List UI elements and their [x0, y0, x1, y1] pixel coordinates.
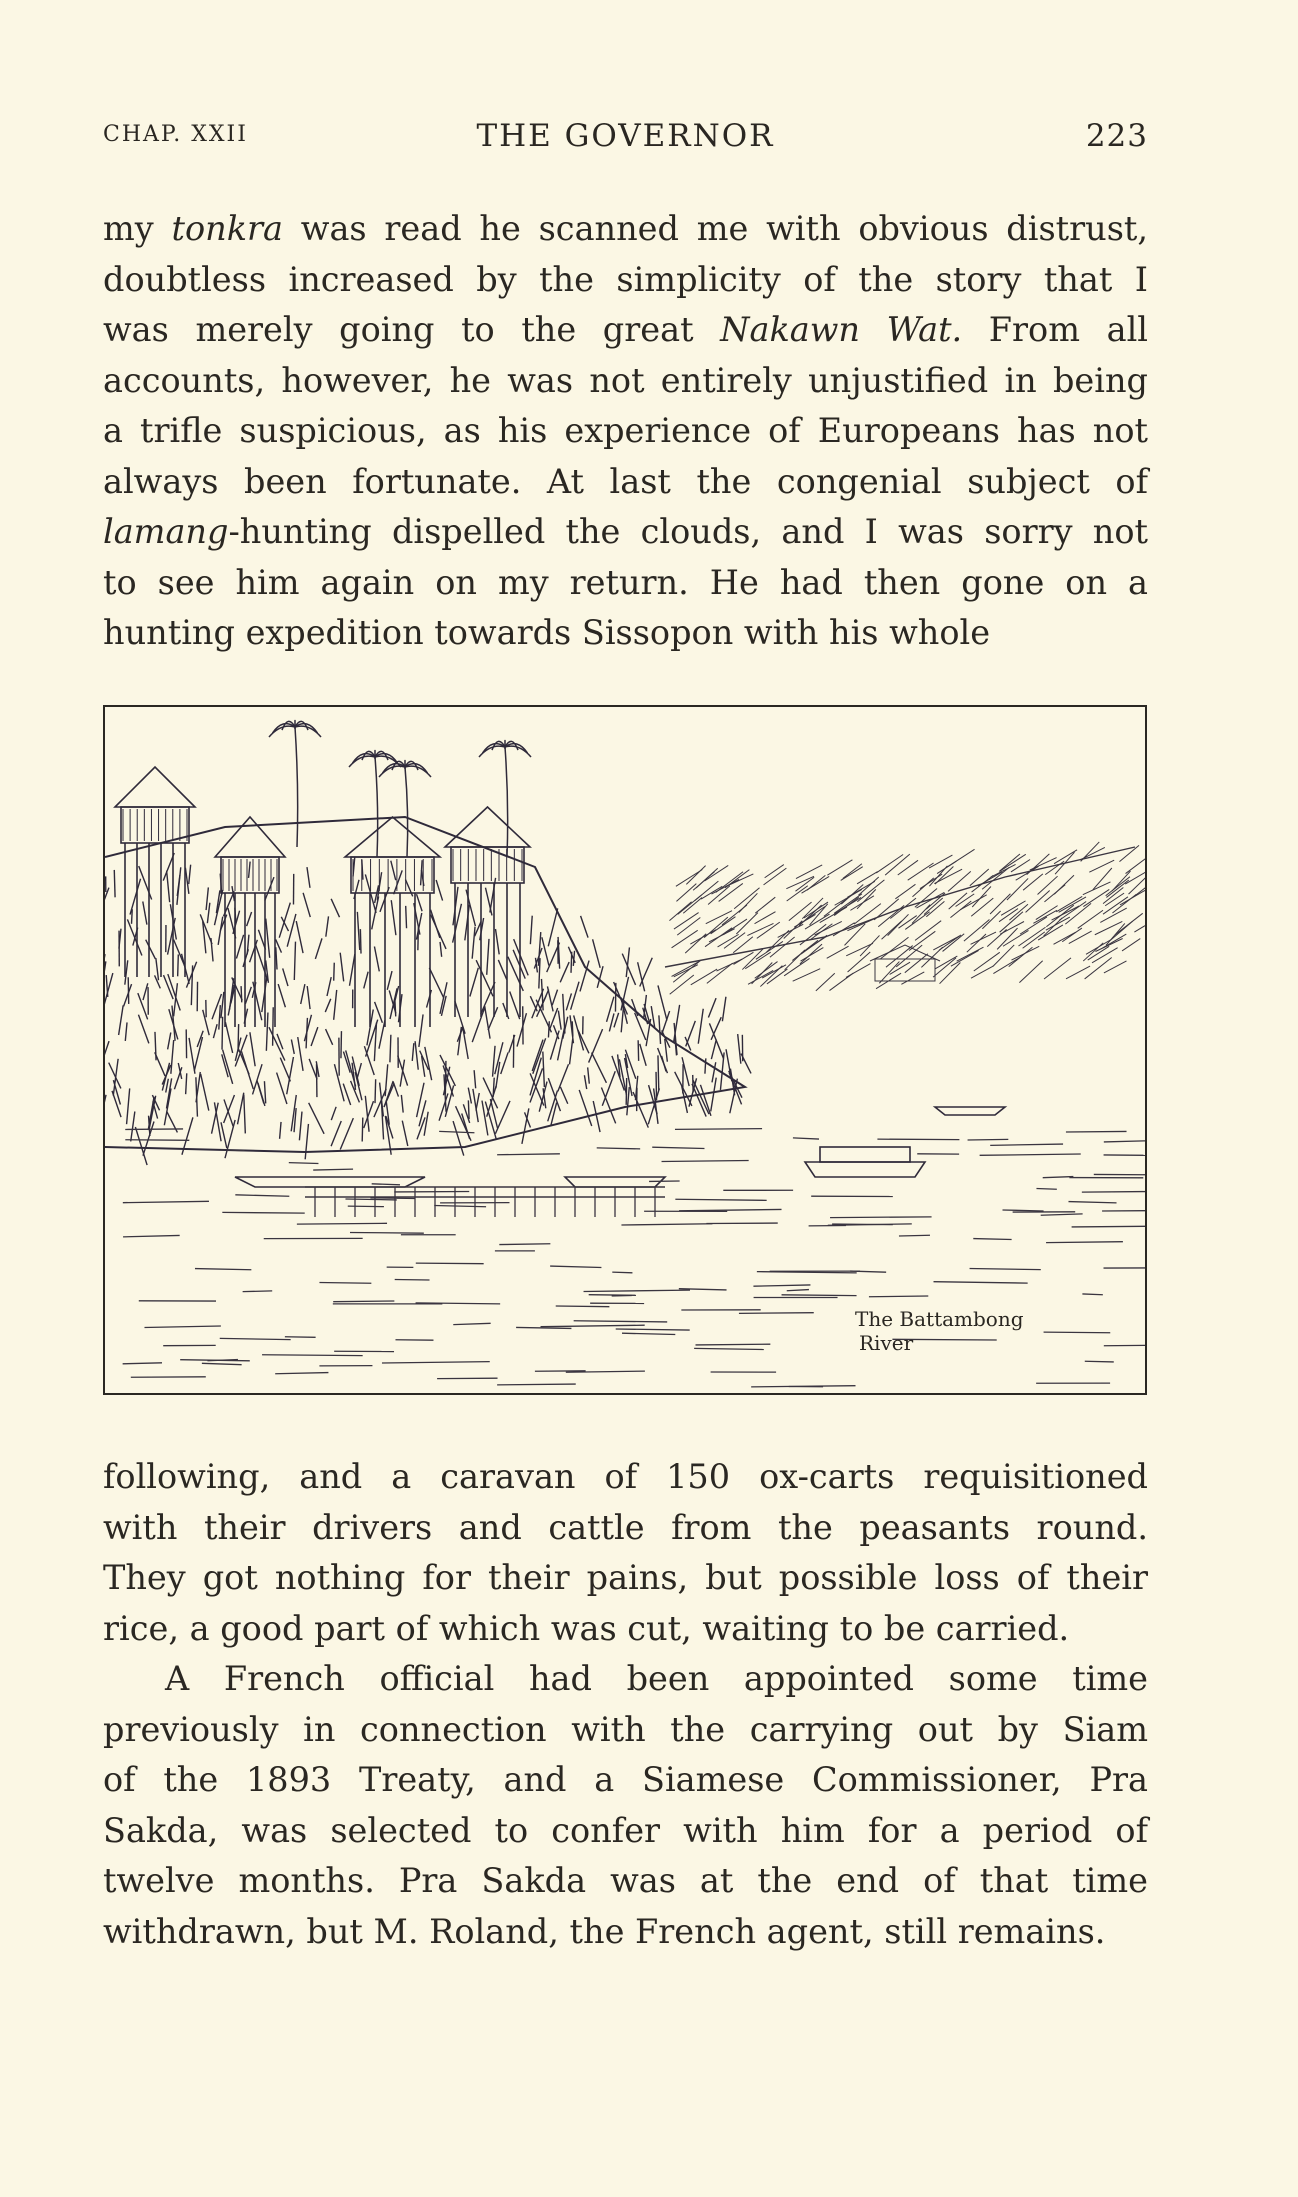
- text-line: hunting expedition towards Sissopon with his whole: [103, 613, 991, 652]
- text-line: a trifle suspicious, as his experience of Europeans has not: [103, 411, 1148, 450]
- text-line: accounts, however, he was not entirely unjustified in being: [103, 360, 1148, 400]
- italic-term: tonkra: [171, 209, 283, 248]
- text-line: previously in connection with the carrying out by Siam: [103, 1709, 1148, 1749]
- text-line: with their drivers and cattle from the peasants round.: [103, 1507, 1148, 1547]
- text-line: following, and a caravan of 150 ox-carts requisitioned: [103, 1457, 1148, 1496]
- paragraph-top: [103, 204, 1148, 659]
- text-line: rice, a good part of which was cut, waiting to be carried.: [103, 1608, 1070, 1648]
- paragraph-next: [103, 1654, 1148, 1957]
- caption-line-2: River: [859, 1331, 914, 1355]
- text-line: twelve months. Pra Sakda was at the end of that time: [103, 1861, 1148, 1900]
- text-line: to see him again on my return. He had then gone on a: [103, 562, 1148, 602]
- chapter-label: CHAP. XXII: [103, 122, 248, 147]
- text-line: doubtless increased by the simplicity of the story that I: [103, 259, 1148, 299]
- running-head: [103, 118, 1148, 158]
- text-line: always been fortunate. At last the congenial subject of: [103, 461, 1148, 501]
- page-number: 223: [1085, 118, 1148, 154]
- river-village-drawing: [105, 707, 1145, 1393]
- illustration-battambong-river: [103, 705, 1147, 1395]
- page-title: THE GOVERNOR: [476, 118, 775, 154]
- italic-term: lamang: [103, 512, 229, 551]
- text-line: lamang-hunting dispelled the clouds, and I was sorry not: [103, 512, 1148, 551]
- paragraph-bottom: [103, 1452, 1148, 1654]
- italic-term: Nakawn Wat.: [720, 310, 963, 349]
- text-line: my tonkra was read he scanned me with obvious distrust,: [103, 209, 1148, 248]
- text-line: Sakda, was selected to confer with him for a period of: [103, 1810, 1148, 1850]
- text-line: of the 1893 Treaty, and a Siamese Commissioner, Pra: [103, 1760, 1148, 1799]
- text-line: They got nothing for their pains, but possible loss of their: [103, 1558, 1148, 1597]
- text-line: withdrawn, but M. Roland, the French agent, still remains.: [103, 1911, 1106, 1951]
- text-line: A French official had been appointed some time: [165, 1659, 1148, 1698]
- illustration-caption: [855, 1307, 1024, 1355]
- text-line: was merely going to the great Nakawn Wat. From all: [103, 310, 1149, 349]
- caption-line-1: The Battambong: [855, 1307, 1024, 1331]
